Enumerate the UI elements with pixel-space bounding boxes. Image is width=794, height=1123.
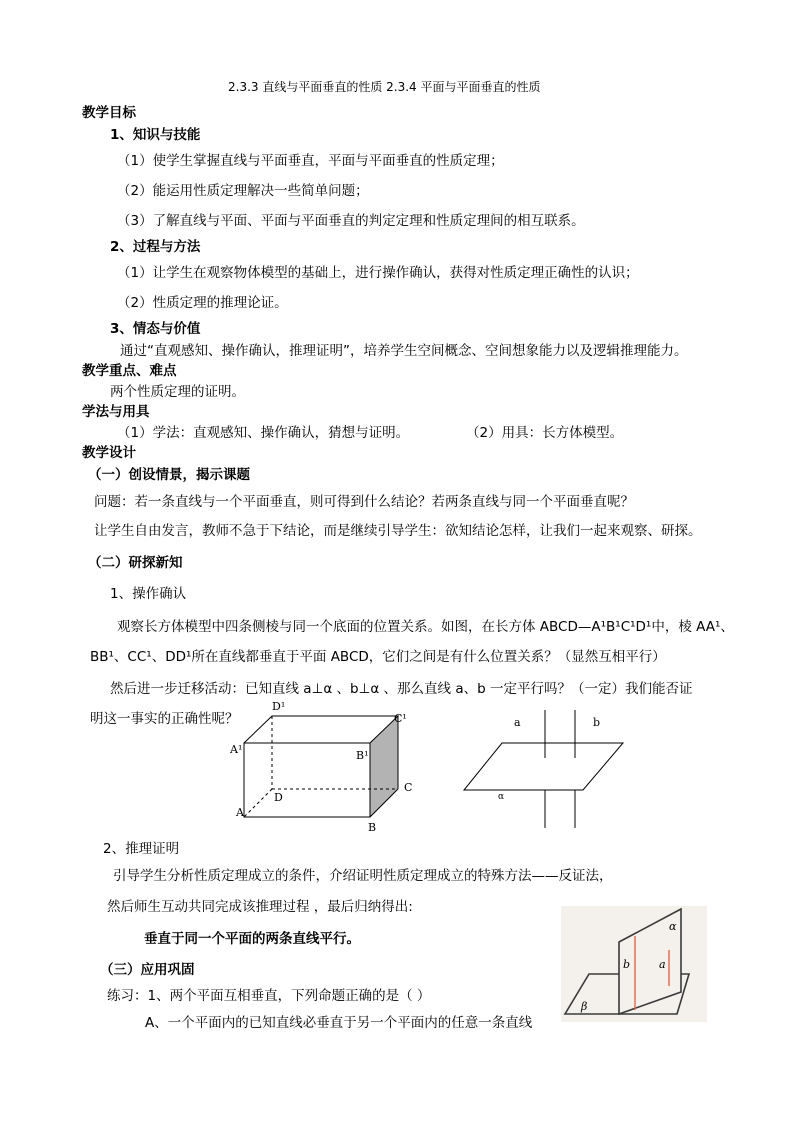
exercise-option-a: A、一个平面内的已知直线必垂直于另一个平面内的任意一条直线 (145, 1015, 533, 1031)
label-b: B (368, 821, 377, 834)
objectives-heading: 教学目标 (82, 105, 136, 121)
knowledge-item: （2）能运用性质定理解决一些简单问题； (117, 183, 369, 199)
label-d: D (274, 791, 283, 804)
part3-heading: （三）应用巩固 (100, 962, 195, 978)
knowledge-item: （1）使学生掌握直线与平面垂直，平面与平面垂直的性质定理； (117, 153, 504, 169)
part1-heading: （一）创设情景，揭示课题 (88, 467, 250, 483)
knowledge-item: （3）了解直线与平面、平面与平面垂直的判定定理和性质定理间的相互联系。 (117, 213, 585, 229)
step1-heading: 1、操作确认 (110, 586, 187, 602)
observe-line-2: BB¹、CC¹、DD¹所在直线都垂直于平面 ABCD，它们之间是有什么位置关系？（显然互相平行） (90, 649, 666, 665)
proof-line-2: 然后师生互动共同完成该推理过程 ，最后归纳得出: (107, 899, 413, 915)
cuboid-front-face (244, 743, 370, 817)
exercise-question: 练习：1、两个平面互相垂直，下列命题正确的是（ ） (107, 988, 431, 1004)
step2-heading: 2、推理证明 (103, 841, 180, 857)
label-line-b: b (623, 958, 631, 971)
emotion-text: 通过“直观感知、操作确认，推理证明”，培养学生空间概念、空间想象能力以及逻辑推理能力。 (120, 343, 688, 359)
label-d1: D¹ (272, 700, 286, 713)
planes-figure (561, 906, 707, 1022)
part2-heading: （二）研探新知 (88, 555, 183, 571)
label-line-b: b (593, 716, 601, 729)
knowledge-heading: 1、知识与技能 (110, 127, 201, 143)
label-c: C (404, 781, 413, 794)
process-item: （1）让学生在观察物体模型的基础上，进行操作确认，获得对性质定理正确性的认识； (117, 265, 639, 281)
cuboid-shaded-face (370, 716, 398, 817)
label-plane-beta: β (581, 1000, 588, 1013)
process-heading: 2、过程与方法 (110, 239, 201, 255)
methods-learning: （1）学法：直观感知、操作确认，猜想与证明。 (117, 425, 410, 441)
part1-question: 问题：若一条直线与一个平面垂直，则可得到什么结论？若两条直线与同一个平面垂直呢？ (94, 494, 634, 510)
key-points-text: 两个性质定理的证明。 (110, 384, 245, 400)
methods-heading: 学法与用具 (82, 404, 150, 420)
transfer-line-1: 然后进一步迁移活动：已知直线 a⊥α 、b⊥α 、那么直线 a、b 一定平行吗？（一定）我们能否证 (110, 681, 693, 697)
cuboid-figure (228, 698, 418, 838)
lines-plane-figure (462, 706, 632, 831)
label-c1: C¹ (394, 712, 407, 725)
transfer-line-2: 明这一事实的正确性呢？ (90, 711, 239, 727)
proof-line-1: 引导学生分析性质定理成立的条件，介绍证明性质定理成立的特殊方法——反证法， (113, 868, 613, 884)
cuboid-top-edges (244, 716, 398, 743)
cuboid-hidden-edge (244, 789, 272, 817)
label-b1: B¹ (356, 749, 369, 762)
process-item: （2）性质定理的推理论证。 (117, 295, 288, 311)
theorem-statement: 垂直于同一个平面的两条直线平行。 (144, 931, 360, 947)
part1-guide: 让学生自由发言，教师不急于下结论，而是继续引导学生：欲知结论怎样，让我们一起来观察、研探。 (94, 523, 702, 539)
label-plane-alpha: α (669, 920, 677, 933)
page-title: 2.3.3 直线与平面垂直的性质 2.3.4 平面与平面垂直的性质 (228, 80, 541, 94)
design-heading: 教学设计 (82, 445, 136, 461)
emotion-heading: 3、情态与价值 (110, 321, 201, 337)
plane-alpha (464, 743, 623, 790)
methods-tools: （2）用具：长方体模型。 (466, 425, 624, 441)
label-a1: A¹ (230, 743, 243, 756)
observe-line-1: 观察长方体模型中四条侧棱与同一个底面的位置关系。如图，在长方体 ABCD—A¹B¹C¹D¹中，棱 AA¹、 (117, 619, 734, 635)
label-line-a: a (514, 716, 521, 729)
key-points-heading: 教学重点、难点 (82, 363, 177, 379)
label-line-a: a (659, 958, 666, 971)
label-a: A (236, 806, 244, 819)
label-alpha: α (498, 792, 505, 802)
